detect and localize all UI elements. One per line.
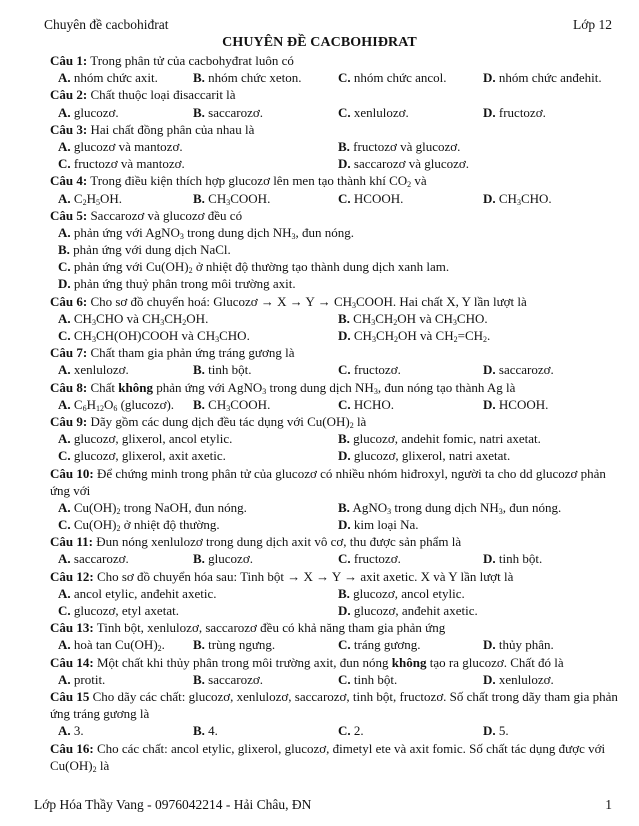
option-text: nhóm chức axit. xyxy=(70,70,158,86)
option-label: C. xyxy=(338,723,351,739)
options-row xyxy=(50,224,620,241)
options-row xyxy=(50,190,620,207)
option-a xyxy=(58,722,84,739)
option-label: B. xyxy=(338,310,350,326)
options-row xyxy=(50,258,620,275)
option-text: xenlulozơ. xyxy=(495,671,554,687)
option-label: C. xyxy=(338,551,351,567)
option-text: $C_6H_{12}O_6$ (glucozơ). xyxy=(70,396,175,413)
option-b xyxy=(338,499,561,516)
option-label: A. xyxy=(58,585,71,601)
option-text: $CH_3COOH$. xyxy=(204,190,271,207)
question-6-stem xyxy=(50,293,620,310)
option-text: saccarozơ. xyxy=(204,671,264,687)
option-text: ancol etylic, anđehit axetic. xyxy=(70,585,217,601)
option-c xyxy=(58,602,179,619)
question-10-stem xyxy=(50,465,620,499)
options-row xyxy=(50,241,620,258)
question-number: Câu 2: xyxy=(50,87,88,103)
option-label: B. xyxy=(193,104,205,120)
option-label: C. xyxy=(338,362,351,378)
page-number: 1 xyxy=(605,797,612,812)
option-d xyxy=(483,722,509,739)
option-label: D. xyxy=(483,671,496,687)
options-row xyxy=(50,447,620,464)
option-text: fructozơ. xyxy=(350,551,401,567)
question-number: Câu 11: xyxy=(50,534,93,550)
option-c xyxy=(338,190,403,207)
question-text: Tinh bột, xenlulozơ, saccarozơ đều có khả năng tham gia phản ứng xyxy=(93,620,446,636)
option-label: C. xyxy=(58,156,71,172)
option-b xyxy=(338,585,465,602)
option-label: A. xyxy=(58,551,71,567)
options-row xyxy=(50,585,620,602)
option-text: saccarozơ và glucozơ. xyxy=(350,156,470,172)
question-text: Cho sơ đồ chuyển hóa sau: Tinh bột → X → Y → axit axetic. X và Y lần lượt là xyxy=(93,568,514,584)
option-text: phản ứng thuỷ phân trong môi trường axit. xyxy=(70,276,296,292)
question-14-stem xyxy=(50,654,620,671)
option-text: kim loại Na. xyxy=(350,517,419,533)
document-title: CHUYÊN ĐỀ CACBOHIĐRAT xyxy=(222,35,417,50)
option-text: $CH_3COOH$. xyxy=(204,396,271,413)
option-b xyxy=(338,138,460,155)
option-text: glucozơ, glixerol, axit axetic. xyxy=(70,448,226,464)
question-15-stem xyxy=(50,688,620,722)
option-label: D. xyxy=(483,362,496,378)
options-row xyxy=(50,361,620,378)
question-text: Hai chất đồng phân của nhau là xyxy=(87,121,255,137)
option-label: B. xyxy=(338,431,350,447)
option-d xyxy=(483,396,548,413)
option-c xyxy=(338,722,364,739)
option-label: C. xyxy=(58,328,71,343)
option-text: glucozơ, andehit fomic, natri axetat. xyxy=(349,431,541,447)
option-b xyxy=(338,430,541,447)
option-text: glucozơ, ancol etylic. xyxy=(349,585,465,601)
option-label: A. xyxy=(58,499,71,515)
question-number: Câu 7: xyxy=(50,345,88,361)
option-text: $C_2H_5OH$. xyxy=(70,190,122,207)
option-label: A. xyxy=(58,138,71,154)
question-1-stem xyxy=(50,52,620,69)
option-text: 4. xyxy=(204,723,218,739)
option-c xyxy=(58,447,226,464)
question-2-stem xyxy=(50,86,620,103)
option-text: phản ứng với $Cu(OH)_2$ ở nhiệt độ thường tạo thành dung dịch xanh lam. xyxy=(70,259,450,276)
option-a xyxy=(58,430,232,447)
option-label: D. xyxy=(338,156,351,172)
option-b xyxy=(338,310,488,327)
option-text: $CH_3CH_2OH$ và $CH_3CHO$. xyxy=(349,310,488,327)
option-c xyxy=(338,361,401,378)
question-7-stem xyxy=(50,344,620,361)
question-text: Cho sơ đồ chuyển hoá: Glucozơ → $X \to Y \to CH_3COOH$. Hai chất X, Y lần lượt là xyxy=(87,293,527,310)
question-text: Cho các chất: ancol etylic, glixerol, glucozơ, đimetyl ete và axit fomic. Số chất tác dụng được với $Cu(OH)_2$ là xyxy=(50,740,606,774)
options-row xyxy=(50,310,620,327)
question-5-stem xyxy=(50,207,620,224)
option-label: D. xyxy=(483,637,496,653)
option-a xyxy=(58,585,216,602)
option-d xyxy=(483,104,546,121)
options-row xyxy=(50,516,620,533)
option-label: B. xyxy=(193,723,205,739)
option-text: saccarozơ. xyxy=(495,362,554,378)
option-c xyxy=(338,104,409,121)
question-text: Saccarozơ và glucozơ đều có xyxy=(87,207,243,223)
option-a xyxy=(58,190,122,207)
question-11-stem xyxy=(50,533,620,550)
option-a xyxy=(58,104,119,121)
options-row xyxy=(50,155,620,172)
footer-contact: Lớp Hóa Thầy Vang - 0976042214 - Hải Châu, ĐN xyxy=(34,797,312,812)
option-d xyxy=(338,327,490,344)
option-text: $CH_3CH_2OH$ và $CH_2=CH_2$. xyxy=(350,328,491,344)
option-a xyxy=(58,671,105,688)
question-number: Câu 8: xyxy=(50,379,88,395)
option-label: D. xyxy=(338,603,351,619)
options-row xyxy=(50,550,620,567)
question-number: Câu 10: xyxy=(50,465,94,481)
question-number: Câu 5: xyxy=(50,207,88,223)
option-text: glucozơ. xyxy=(204,551,253,567)
options-row xyxy=(50,636,620,653)
options-row xyxy=(50,69,620,86)
option-b xyxy=(193,550,253,567)
option-label: B. xyxy=(193,362,205,378)
question-number: Câu 13: xyxy=(50,620,94,636)
option-label: D. xyxy=(483,70,496,86)
option-text: saccarozơ. xyxy=(70,551,129,567)
option-d xyxy=(483,550,542,567)
option-a xyxy=(58,69,158,86)
option-text: 2. xyxy=(350,723,364,739)
option-b xyxy=(193,104,263,121)
option-label: A. xyxy=(58,224,71,240)
option-label: A. xyxy=(58,104,71,120)
option-label: D. xyxy=(338,517,351,533)
option-text: glucozơ, glixerol, natri axetat. xyxy=(350,448,511,464)
option-text: glucozơ. xyxy=(70,104,119,120)
option-a xyxy=(58,396,174,413)
question-text: Trong điều kiện thích hợp glucozơ lên men tạo thành khí $CO_2$ và xyxy=(87,173,427,190)
option-label: A. xyxy=(58,723,71,739)
option-text: saccarozơ. xyxy=(204,104,264,120)
option-label: D. xyxy=(483,551,496,567)
option-label: D. xyxy=(58,276,71,292)
option-d xyxy=(483,361,554,378)
option-label: C. xyxy=(338,104,351,120)
option-label: A. xyxy=(58,362,71,378)
option-label: B. xyxy=(193,190,205,206)
question-number: Câu 15 xyxy=(50,688,90,704)
option-label: C. xyxy=(58,603,71,619)
option-a xyxy=(58,224,354,241)
options-row xyxy=(50,396,620,413)
option-d xyxy=(483,636,554,653)
option-label: A. xyxy=(58,310,71,326)
option-text: HCHO. xyxy=(350,396,394,412)
option-text: nhóm chức xeton. xyxy=(204,70,302,86)
option-text: $CH_3CHO$ và $CH_3CH_2OH$. xyxy=(70,310,209,327)
option-b xyxy=(193,671,263,688)
option-label: A. xyxy=(58,70,71,86)
option-d xyxy=(483,671,554,688)
option-label: B. xyxy=(193,551,205,567)
question-number: Câu 16: xyxy=(50,740,94,756)
option-label: B. xyxy=(193,396,205,412)
option-label: C. xyxy=(338,637,351,653)
option-text: xenlulozơ. xyxy=(70,362,129,378)
options-row xyxy=(50,138,620,155)
option-a xyxy=(58,310,208,327)
option-label: B. xyxy=(338,585,350,601)
option-b xyxy=(193,190,270,207)
option-label: D. xyxy=(483,723,496,739)
option-label: D. xyxy=(338,448,351,464)
option-c xyxy=(58,327,250,344)
running-header-title: Chuyên đề cacbohiđrat xyxy=(44,17,169,32)
option-d xyxy=(338,447,510,464)
option-text: 3. xyxy=(70,723,84,739)
option-text: hoà $\tan Cu(OH)_2$. xyxy=(70,637,165,654)
option-label: D. xyxy=(338,328,351,343)
question-text: Đun nóng xenlulozơ trong dung dịch axit vô cơ, thu được sản phẩm là xyxy=(92,534,462,550)
options-row xyxy=(50,602,620,619)
option-text: tráng gương. xyxy=(350,637,421,653)
option-text: xenlulozơ. xyxy=(350,104,409,120)
question-text: Chất thuộc loại đisaccarit là xyxy=(87,87,236,103)
option-text: tinh bột. xyxy=(495,551,543,567)
option-label: A. xyxy=(58,671,71,687)
question-number: Câu 3: xyxy=(50,121,88,137)
option-label: A. xyxy=(58,637,71,653)
question-3-stem xyxy=(50,121,620,138)
option-b xyxy=(58,241,231,258)
option-d xyxy=(483,69,602,86)
options-row xyxy=(50,104,620,121)
option-text: 5. xyxy=(495,723,509,739)
option-text: $CH_3CHO$. xyxy=(495,190,552,207)
option-a xyxy=(58,499,247,516)
question-4-stem xyxy=(50,172,620,189)
question-text: Dãy gồm các dung dịch đều tác dụng với $Cu(OH)_2$ là xyxy=(87,413,367,430)
option-label: B. xyxy=(193,70,205,86)
question-8-stem xyxy=(50,379,620,396)
option-label: D. xyxy=(483,396,496,412)
option-text: trùng ngưng. xyxy=(204,637,276,653)
option-c xyxy=(58,258,449,275)
option-label: B. xyxy=(193,671,205,687)
option-d xyxy=(58,275,296,292)
option-label: C. xyxy=(338,396,351,412)
option-label: B. xyxy=(193,637,205,653)
option-b xyxy=(193,722,218,739)
option-text: AgNO$_3$ trong dung dịch $NH_3$, đun nóng. xyxy=(349,499,562,516)
option-text: protit. xyxy=(70,671,106,687)
option-text: glucozơ, glixerol, ancol etylic. xyxy=(70,431,233,447)
option-b xyxy=(193,396,270,413)
option-text: tinh bột. xyxy=(204,362,252,378)
question-text: Chất không phản ứng với AgNO$_3$ trong dung dịch $NH_3$, đun nóng tạo thành Ag là xyxy=(87,379,516,396)
option-text: fructozơ và glucozơ. xyxy=(349,138,461,154)
option-label: D. xyxy=(483,104,496,120)
option-label: A. xyxy=(58,431,71,447)
option-c xyxy=(338,550,401,567)
options-row xyxy=(50,275,620,292)
running-header-grade: Lớp 12 xyxy=(572,17,612,32)
options-row xyxy=(50,671,620,688)
question-text: Chất tham gia phản ứng tráng gương là xyxy=(87,345,295,361)
option-text: glucozơ, etyl axetat. xyxy=(70,603,179,619)
option-text: HCOOH. xyxy=(495,396,549,412)
option-text: fructozơ và mantozơ. xyxy=(70,156,185,172)
option-label: C. xyxy=(338,70,351,86)
option-text: phản ứng với dung dịch NaCl. xyxy=(69,242,231,258)
options-row xyxy=(50,327,620,344)
question-number: Câu 12: xyxy=(50,568,94,584)
question-16-stem xyxy=(50,740,620,774)
option-text: glucozơ, anđehit axetic. xyxy=(350,603,478,619)
option-text: fructozơ. xyxy=(350,362,401,378)
option-text: $Cu(OH)_2$ trong NaOH, đun nóng. xyxy=(70,499,247,516)
question-list xyxy=(50,52,620,774)
option-d xyxy=(338,602,478,619)
question-text: Trong phân tử của cacbohyđrat luôn có xyxy=(87,53,294,68)
option-d xyxy=(483,190,552,207)
option-label: A. xyxy=(58,396,71,412)
option-b xyxy=(193,361,252,378)
question-9-stem xyxy=(50,413,620,430)
option-label: C. xyxy=(58,259,71,275)
options-row xyxy=(50,430,620,447)
option-d xyxy=(338,155,469,172)
option-c xyxy=(58,516,220,533)
options-row xyxy=(50,722,620,739)
option-label: A. xyxy=(58,190,71,206)
option-text: fructozơ. xyxy=(495,104,546,120)
question-text: Một chất khi thủy phân trong môi trường axit, đun nóng không tạo ra glucozơ. Chất đó là xyxy=(93,654,564,670)
question-number: Câu 6: xyxy=(50,293,88,309)
question-number: Câu 1: xyxy=(50,53,88,68)
question-number: Câu 4: xyxy=(50,173,88,189)
option-label: C. xyxy=(58,448,71,464)
option-text: nhóm chức ancol. xyxy=(350,70,447,86)
option-d xyxy=(338,516,419,533)
option-c xyxy=(338,69,447,86)
option-a xyxy=(58,138,183,155)
option-c xyxy=(338,396,394,413)
question-number: Câu 14: xyxy=(50,654,94,670)
option-label: B. xyxy=(338,499,350,515)
option-label: B. xyxy=(338,138,350,154)
option-label: C. xyxy=(58,517,71,533)
option-c xyxy=(338,671,397,688)
question-text: Cho dãy các chất: glucozơ, xenlulozơ, saccarozơ, tinh bột, fructozơ. Số chất trong dãy tham gia phản ứng tráng gương là xyxy=(50,688,618,722)
option-label: B. xyxy=(58,242,70,258)
option-a xyxy=(58,361,129,378)
option-b xyxy=(193,636,275,653)
option-a xyxy=(58,550,129,567)
option-a xyxy=(58,636,165,653)
option-label: C. xyxy=(338,671,351,687)
option-c xyxy=(58,155,185,172)
option-text: phản ứng với AgNO$_3$ trong dung dịch $NH_3$, đun nóng. xyxy=(70,224,354,241)
option-text: $CH_3CH(OH)COOH$ và $CH_3CHO$. xyxy=(70,328,250,344)
option-text: thủy phân. xyxy=(495,637,554,653)
question-number: Câu 9: xyxy=(50,413,88,429)
option-b xyxy=(193,69,302,86)
question-13-stem xyxy=(50,619,620,636)
option-c xyxy=(338,636,421,653)
options-row xyxy=(50,499,620,516)
option-text: $Cu(OH)_2$ ở nhiệt độ thường. xyxy=(70,517,220,534)
option-text: glucozơ và mantozơ. xyxy=(70,138,183,154)
question-text: Để chứng minh trong phân tử của glucozơ có nhiều nhóm hiđroxyl, người ta cho dd glucozơ phản ứng với xyxy=(50,465,606,498)
question-12-stem xyxy=(50,568,620,585)
option-text: nhóm chức anđehit. xyxy=(495,70,602,86)
option-label: C. xyxy=(338,190,351,206)
option-label: D. xyxy=(483,190,496,206)
option-text: HCOOH. xyxy=(350,190,404,206)
option-text: tinh bột. xyxy=(350,671,398,687)
